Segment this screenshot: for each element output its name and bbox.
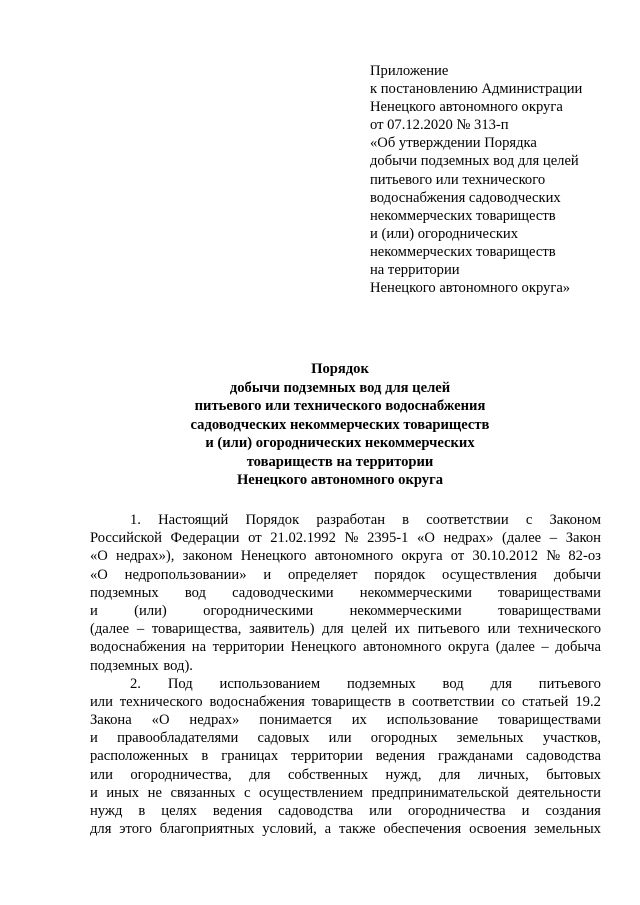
paragraph — [90, 675, 601, 839]
title-line: садоводческих некоммерческих товариществ — [190, 416, 490, 433]
paragraph-line: водоснабжения на территории Ненецкого автономного округа (далее – добыча — [90, 639, 601, 656]
paragraph-line: Российской Федерации от 21.02.1992 № 2395-1 «О недрах» (далее – Закон — [90, 530, 601, 547]
paragraph-line: и (или) огородническими некоммерческими товариществами — [90, 602, 601, 619]
paragraph-line: подземных вод). — [90, 657, 193, 674]
appendix-line: на территории — [370, 262, 460, 279]
appendix-line: и (или) огороднических — [370, 225, 519, 242]
paragraph-line: 1. Настоящий Порядок разработан в соответствии с Законом — [130, 512, 601, 528]
paragraph-line: «О недрах»), законом Ненецкого автономного округа от 30.10.2012 № 82-оз — [90, 548, 601, 565]
appendix-line: Ненецкого автономного округа» — [370, 280, 571, 297]
title-line: Ненецкого автономного округа — [236, 472, 444, 488]
paragraph-line: Закона «О недрах» понимается их использование товариществами — [90, 712, 601, 729]
paragraph — [90, 511, 601, 675]
title-line: Порядок — [311, 361, 369, 377]
title-line: питьевого или технического водоснабжения — [194, 398, 486, 414]
document-body — [90, 511, 601, 838]
appendix-line: от 07.12.2020 № 313-п — [370, 117, 509, 134]
appendix-line: Приложение — [370, 63, 449, 79]
paragraph-line: расположенных в границах территории ведения гражданами садоводства — [90, 748, 601, 765]
paragraph-line: нужд в целях ведения садоводства или огородничества и создания — [90, 803, 601, 819]
appendix-line: некоммерческих товариществ — [370, 207, 556, 224]
title-line: и (или) огороднических некоммерческих — [205, 435, 475, 451]
appendix-header — [370, 62, 620, 297]
paragraph-line: и иных не связанных с осуществлением предпринимательской деятельности — [90, 784, 601, 801]
appendix-line: водоснабжения садоводческих — [370, 189, 561, 206]
appendix-line: «Об утверждении Порядка — [370, 135, 537, 152]
appendix-line: к постановлению Администрации — [370, 81, 583, 98]
appendix-line: Ненецкого автономного округа — [370, 99, 563, 116]
paragraph-line: 2. Под использованием подземных вод для питьевого — [130, 675, 601, 692]
paragraph-line: или технического водоснабжения товариществ в соответствии со статьей 19.2 — [90, 693, 601, 710]
paragraph-line: (далее – товарищества, заявитель) для целей их питьевого или технического — [90, 621, 601, 638]
paragraph-line: «О недропользовании» и определяет порядок осуществления добычи — [90, 566, 601, 583]
appendix-line: добычи подземных вод для целей — [370, 153, 579, 170]
appendix-line: питьевого или технического — [370, 171, 546, 188]
title-line: добычи подземных вод для целей — [229, 379, 451, 396]
paragraph-line: подземных вод садоводческими некоммерческими товариществами — [90, 584, 601, 601]
document-title — [90, 360, 590, 490]
title-line: товариществ на территории — [246, 453, 434, 470]
paragraph-line: или огородничества, для собственных нужд, для личных, бытовых — [90, 766, 601, 783]
appendix-line: некоммерческих товариществ — [370, 243, 556, 260]
paragraph-line: и правообладателями садовых или огородных земельных участков, — [90, 730, 601, 747]
paragraph-line: для этого благоприятных условий, а также обеспечения освоения земельных — [90, 821, 601, 838]
